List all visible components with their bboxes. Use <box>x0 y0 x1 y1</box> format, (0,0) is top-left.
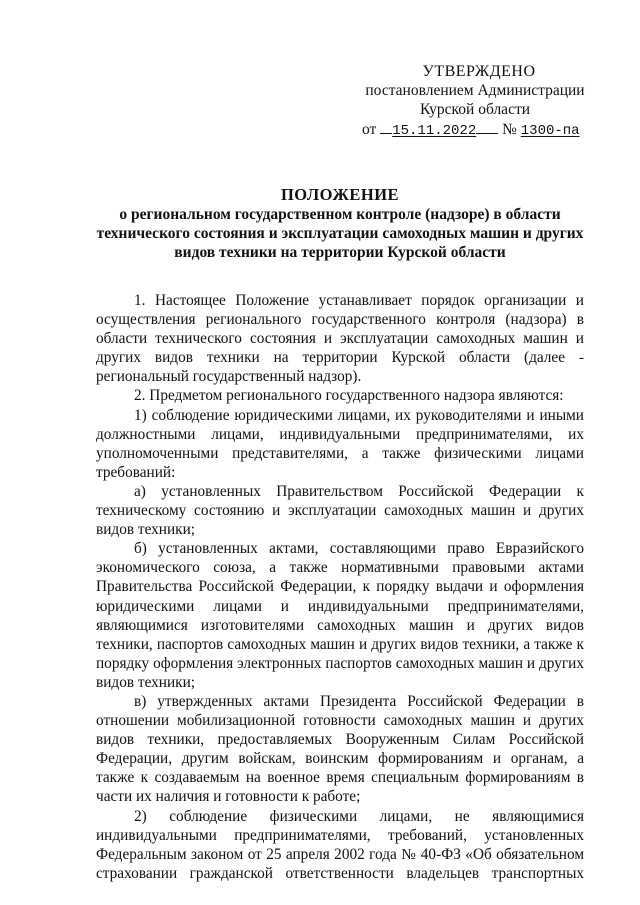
approval-line-2: Курской области <box>419 101 531 118</box>
paragraph-1: 1. Настоящее Положение устанавливает порядок организации и осуществления регионального государственного контроля (надзора) в области технического состояния и эксплуатации самоходных машин и других видов техники на территории Курской области (далее - региональный государственный надзор). <box>96 292 584 386</box>
approval-line-1: постановлением Администрации <box>365 82 585 99</box>
approval-date-line <box>350 120 600 141</box>
paragraph-5: б) установленных актами, составляющими право Евразийского экономического союза, а также нормативными правовыми актами Правительства Российской Федерации, к порядку выдачи и оформления юридическими лицами и индивидуальными предпринимателями, являющимися изготовителями самоходных машин и других видов техники, паспортов самоходных машин и других видов техники, а также к порядку оформления электронных паспортов самоходных машин и других видов техники; <box>96 540 584 691</box>
approval-stamp <box>350 62 600 141</box>
date-prefix: от <box>362 121 377 138</box>
approval-date: 15.11.2022 <box>392 123 477 139</box>
date-underline-left <box>380 120 392 134</box>
paragraph-7: 2) соблюдение физическими лицами, не являющимися индивидуальными предпринимателями, требований, установленных Федеральным законом от 25 апреля 2002 года № 40-ФЗ «Об обязательном страховании гражданской ответственности владельцев транспортных <box>96 807 584 882</box>
document-body <box>96 291 584 883</box>
title-main: ПОЛОЖЕНИЕ <box>280 185 400 204</box>
paragraph-6: в) утвержденных актами Президента Российской Федерации в отношении мобилизационной готовности самоходных машин и других видов техники, предоставляемых Вооруженным Силам Российской Федерации, другим войскам, воинским формированиям и органам, а также к создаваемым на военное время специальным формированиям в части их наличия и готовности к работе; <box>96 692 584 806</box>
paragraph-3: 1) соблюдение юридическими лицами, их руководителями и иными должностными лицами, индивидуальными предпринимателями, их уполномоченными представителями, а также физическими лицами требований: <box>96 406 584 481</box>
approval-number: 1300-па <box>520 123 580 139</box>
title-subtitle: о региональном государственном контроле (надзоре) в области технического состояния и эксплуатации самоходных машин и других видов техники на территории Курской области <box>96 206 584 261</box>
approval-heading: УТВЕРЖДЕНО <box>422 63 536 80</box>
document-title <box>95 185 585 262</box>
paragraph-2: 2. Предметом регионального государственного надзора являются: <box>134 387 564 405</box>
date-underline-right <box>476 120 498 134</box>
paragraph-4: а) установленных Правительством Российской Федерации к техническому состоянию и эксплуатации самоходных машин и других видов техники; <box>96 482 584 539</box>
number-prefix: № <box>502 121 517 138</box>
